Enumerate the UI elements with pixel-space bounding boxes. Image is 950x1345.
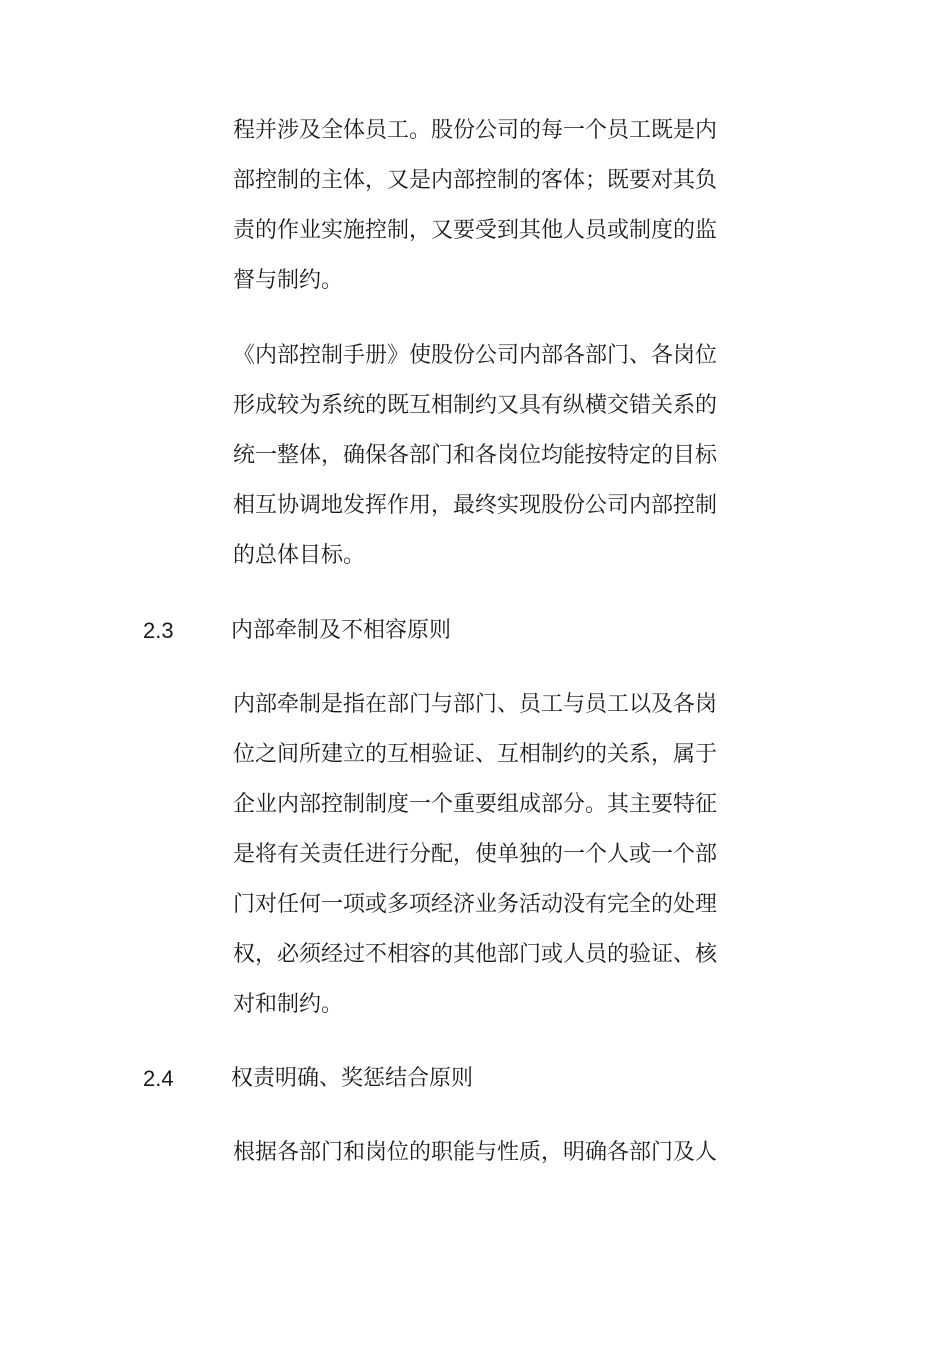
paragraph-line: 是将有关责任进行分配，使单独的一个人或一个部 bbox=[233, 842, 718, 867]
paragraph-responsibility bbox=[233, 1128, 738, 1178]
paragraph-line: 门对任何一项或多项经济业务活动没有完全的处理 bbox=[233, 892, 718, 917]
paragraph-line: 内部牵制是指在部门与部门、员工与员工以及各岗 bbox=[233, 692, 718, 717]
section-number: 2.4 bbox=[143, 1066, 174, 1091]
paragraph-control-scope bbox=[233, 106, 738, 306]
paragraph-line: 根据各部门和岗位的职能与性质，明确各部门及人 bbox=[233, 1140, 718, 1165]
paragraph-line: 对和制约。 bbox=[233, 992, 344, 1017]
paragraph-line: 督与制约。 bbox=[233, 268, 344, 293]
paragraph-line: 位之间所建立的互相验证、互相制约的关系，属于 bbox=[233, 742, 718, 767]
section-heading-2-4 bbox=[0, 1054, 950, 1104]
paragraph-line: 部控制的主体，又是内部控制的客体；既要对其负 bbox=[233, 168, 718, 193]
paragraph-line: 形成较为系统的既互相制约又具有纵横交错关系的 bbox=[233, 393, 718, 418]
paragraph-line: 《内部控制手册》使股份公司内部各部门、各岗位 bbox=[233, 343, 718, 368]
paragraph-line: 的总体目标。 bbox=[233, 543, 366, 568]
paragraph-line: 程并涉及全体员工。股份公司的每一个员工既是内 bbox=[233, 118, 718, 143]
section-title: 权责明确、奖惩结合原则 bbox=[231, 1066, 474, 1091]
paragraph-line: 责的作业实施控制，又要受到其他人员或制度的监 bbox=[233, 218, 718, 243]
paragraph-control-manual bbox=[233, 331, 738, 581]
section-title: 内部牵制及不相容原则 bbox=[231, 618, 452, 643]
paragraph-line: 相互协调地发挥作用，最终实现股份公司内部控制 bbox=[233, 493, 718, 518]
section-heading-2-3 bbox=[0, 606, 950, 656]
paragraph-line: 企业内部控制制度一个重要组成部分。其主要特征 bbox=[233, 792, 718, 817]
paragraph-line: 统一整体，确保各部门和各岗位均能按特定的目标 bbox=[233, 443, 718, 468]
paragraph-line: 权，必须经过不相容的其他部门或人员的验证、核 bbox=[233, 942, 718, 967]
section-number: 2.3 bbox=[143, 618, 174, 643]
paragraph-internal-check bbox=[233, 680, 738, 1030]
